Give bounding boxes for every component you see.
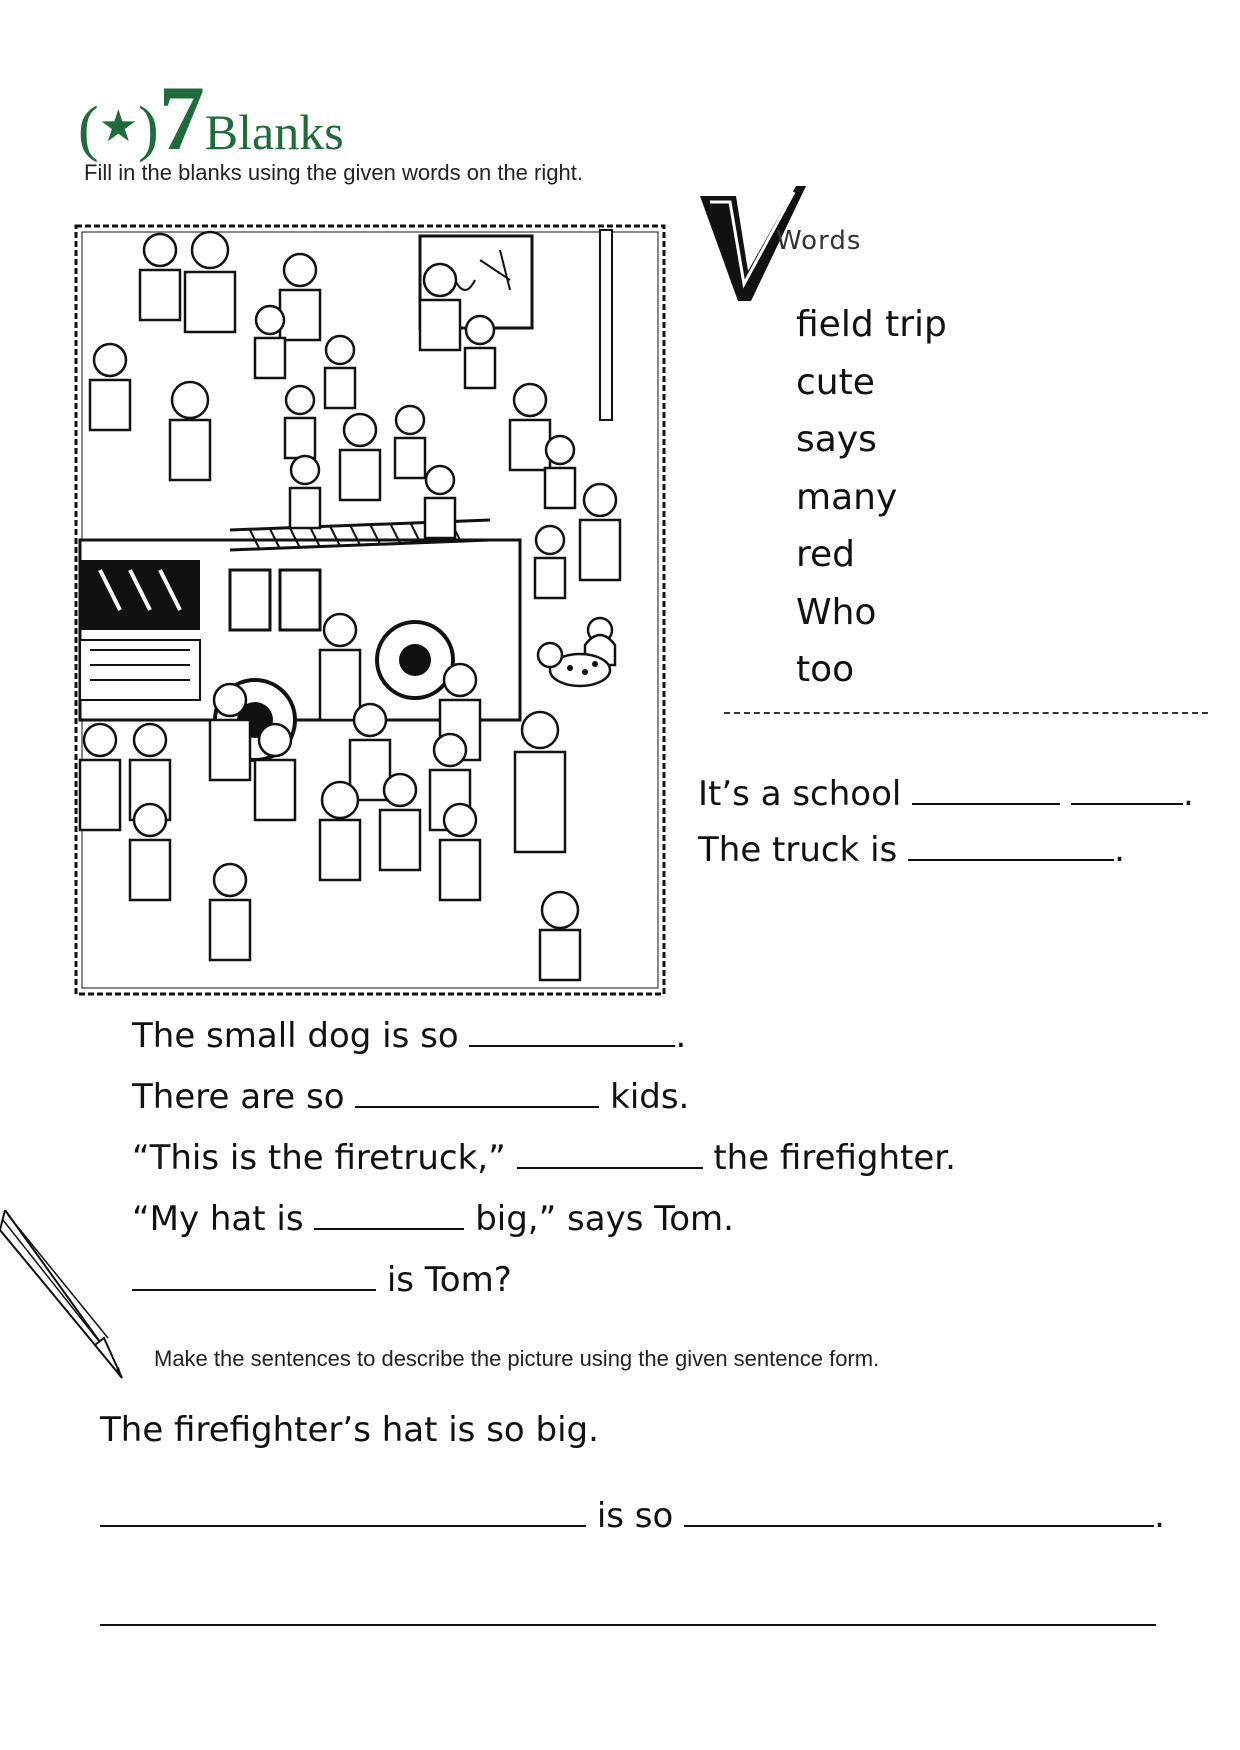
blank-input[interactable] xyxy=(1071,775,1183,805)
sentence-tom xyxy=(132,1260,512,1300)
sentence-text: “My hat is xyxy=(132,1199,304,1239)
sentence-text: “This is the firetruck,” xyxy=(132,1138,506,1178)
word-list xyxy=(796,296,947,699)
sentence-text: kids. xyxy=(610,1077,690,1117)
sentence-text: the firefighter. xyxy=(713,1138,956,1178)
word-item: says xyxy=(796,419,877,460)
blank-input[interactable] xyxy=(517,1139,703,1169)
logo-close-paren: ) xyxy=(138,95,159,163)
sentence-text: . xyxy=(1154,1496,1165,1536)
sentence-text: . xyxy=(1182,774,1194,814)
logo-number: 7 xyxy=(158,67,205,169)
blank-input[interactable] xyxy=(100,1497,586,1527)
sentence-school xyxy=(698,774,1194,814)
sentence-dog xyxy=(132,1016,686,1056)
sentence-firetruck xyxy=(132,1138,956,1178)
blank-input[interactable] xyxy=(684,1497,1154,1527)
sentence-text: There are so xyxy=(132,1077,345,1117)
star-icon: ★ xyxy=(98,102,139,151)
word-item: too xyxy=(796,649,855,690)
instruction-text: Fill in the blanks using the given words on the right. xyxy=(84,160,583,185)
answer-line[interactable] xyxy=(100,1624,1156,1626)
pencil-icon xyxy=(0,1210,140,1390)
word-item: Who xyxy=(796,591,877,633)
word-item: many xyxy=(796,476,898,518)
blank-input[interactable] xyxy=(355,1078,599,1108)
word-item: red xyxy=(796,534,856,575)
logo-open-paren: ( xyxy=(78,95,99,163)
sentence-text: The truck is xyxy=(698,830,898,870)
example-sentence: The firefighter’s hat is so big. xyxy=(100,1410,599,1450)
instruction-text-2: Make the sentences to describe the picture using the given sentence form. xyxy=(154,1346,880,1371)
page-title: Blanks xyxy=(204,104,344,160)
sentence-hat xyxy=(132,1199,734,1239)
dashed-divider xyxy=(724,712,1208,714)
sentence-text: is Tom? xyxy=(386,1260,512,1300)
header-logo xyxy=(78,67,378,169)
sentence-text: big,” says Tom. xyxy=(475,1199,734,1239)
blank-input[interactable] xyxy=(912,775,1060,805)
sentence-kids xyxy=(132,1077,689,1117)
sentence-text: . xyxy=(1114,830,1125,870)
sentence-text: is so xyxy=(596,1496,674,1536)
sentence-truck xyxy=(698,830,1125,870)
blank-input[interactable] xyxy=(908,831,1114,861)
fire-station-illustration xyxy=(70,220,670,1000)
blank-input[interactable] xyxy=(314,1200,464,1230)
word-box-title: Words xyxy=(776,226,862,256)
sentence-form xyxy=(100,1496,1165,1536)
sentence-text: . xyxy=(675,1016,687,1056)
sentence-text: It’s a school xyxy=(698,774,902,814)
blank-input[interactable] xyxy=(469,1017,675,1047)
blank-input[interactable] xyxy=(132,1261,376,1291)
word-item: field trip xyxy=(796,304,947,345)
sentence-text: The small dog is so xyxy=(132,1016,459,1056)
word-item: cute xyxy=(796,361,875,403)
